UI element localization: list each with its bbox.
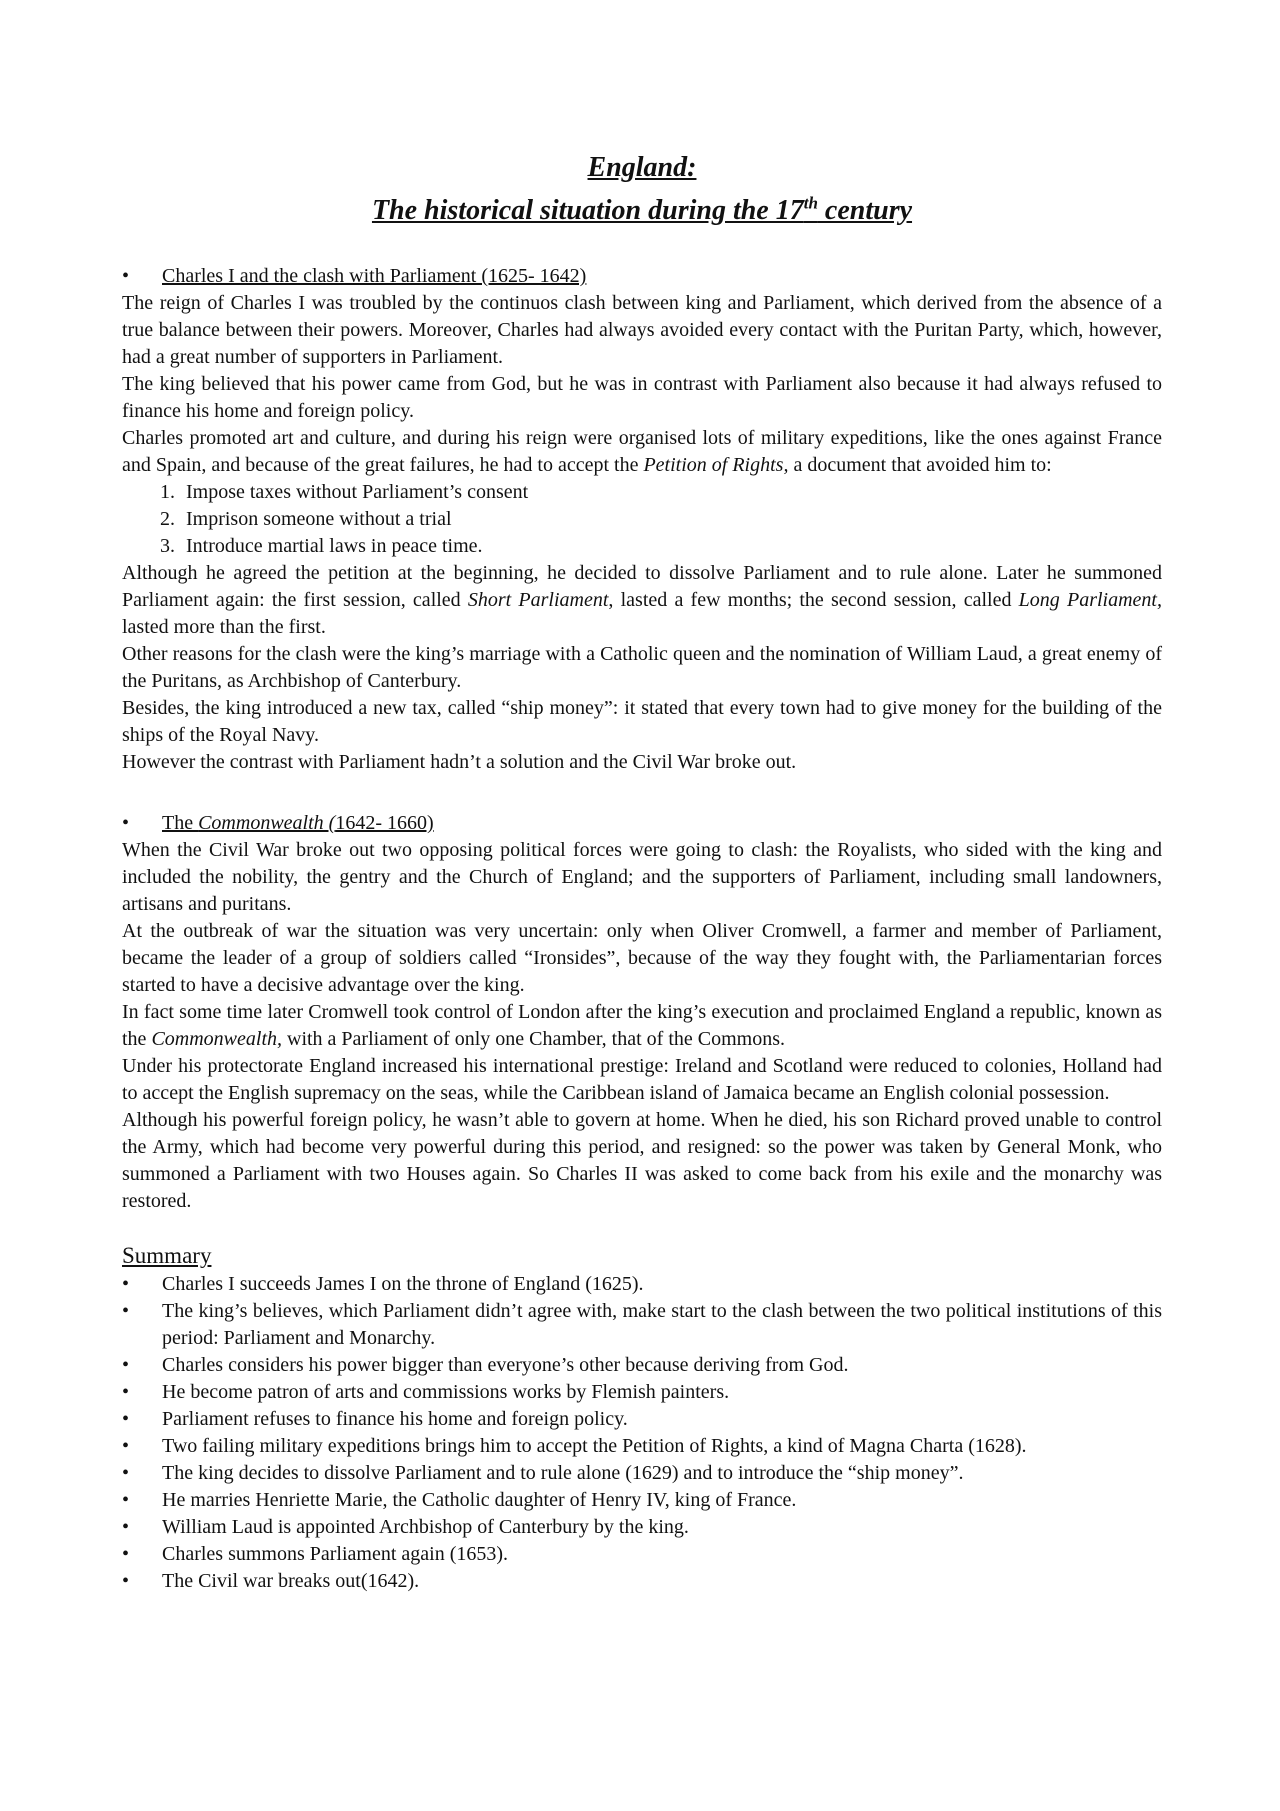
list-item: 1. Impose taxes without Parliament’s consent <box>180 479 1162 506</box>
list-item: 3. Introduce martial laws in peace time. <box>180 533 1162 560</box>
document-title <box>122 150 1162 229</box>
bullet-icon: • <box>122 1570 130 1593</box>
section-2-paragraph-1: When the Civil War broke out two opposing political forces were going to clash: the Royalists, who sided with the king and included the nobility, the gentry and the Church of England; and the supporters of Parliament, including small landowners, artisans and puritans. <box>122 839 1162 916</box>
list-item <box>122 1379 1162 1406</box>
list-item <box>122 1433 1162 1460</box>
section-1-paragraph-1: The reign of Charles I was troubled by the continuos clash between king and Parliament, which derived from the absence of a true balance between their powers. Moreover, Charles had always avoided every contact with the Puritan Party, which, however, had a great number of supporters in Parliament. <box>122 292 1162 369</box>
summary-title: Summary <box>122 1243 212 1269</box>
section-2-heading-text <box>162 810 434 837</box>
list-item: 2. Imprison someone without a trial <box>180 506 1162 533</box>
section-2-heading-post: 1642- 1660) <box>335 812 434 835</box>
bullet-icon: • <box>122 1435 130 1458</box>
list-item <box>122 1271 1162 1298</box>
bullet-icon: • <box>122 265 130 288</box>
bullet-icon: • <box>122 1300 130 1323</box>
summary-item-text: Charles considers his power bigger than everyone’s other because deriving from God. <box>162 1354 849 1377</box>
summary-item-text: The king decides to dissolve Parliament and to rule alone (1629) and to introduce the “ship money”. <box>162 1462 964 1485</box>
section-2-heading-pre: The <box>162 812 199 835</box>
list-item <box>122 1568 1162 1595</box>
bullet-icon: • <box>122 812 130 835</box>
title-line-2-text: The historical situation during the 17 <box>371 195 804 227</box>
commonwealth-emphasis: Commonwealth ( <box>198 812 336 835</box>
list-item <box>122 1352 1162 1379</box>
summary-item-text: The king’s believes, which Parliament didn’t agree with, make start to the clash between the two political institutions of this period: Parliament and Monarchy. <box>162 1300 1162 1350</box>
bullet-icon: • <box>122 1354 130 1377</box>
section-1-paragraph-4 <box>122 560 1162 641</box>
summary-item-text: He become patron of arts and commissions works by Flemish painters. <box>162 1381 730 1404</box>
list-item <box>122 1298 1162 1352</box>
bullet-icon: • <box>122 1381 130 1404</box>
section-1-heading <box>122 263 1162 290</box>
bullet-icon: • <box>122 1273 130 1296</box>
bullet-icon: • <box>122 1408 130 1431</box>
section-2-paragraph-3-end: with a Parliament of only one Chamber, that of the Commons. <box>282 1028 785 1051</box>
list-item <box>122 1460 1162 1487</box>
section-1-paragraph-4-middle: , lasted a few months; the second session, called <box>608 589 1019 612</box>
section-2-heading <box>122 810 1162 837</box>
bullet-icon: • <box>122 1462 130 1485</box>
section-1-heading-text: Charles I and the clash with Parliament (1625- 1642) <box>162 265 587 288</box>
section-1-paragraph-6: Besides, the king introduced a new tax, called “ship money”: it stated that every town had to give money for the building of the ships of the Royal Navy. <box>122 697 1162 747</box>
list-item <box>122 1487 1162 1514</box>
section-2-paragraph-5: Although his powerful foreign policy, he wasn’t able to govern at home. When he died, his son Richard proved unable to control the Army, which had become very powerful during this period, and resigned: so the power was taken by General Monk, who summoned a Parliament with two Houses again. So Charles II was asked to come back from his exile and the monarchy was restored. <box>122 1109 1162 1213</box>
commonwealth-emphasis-2: Commonwealth, <box>151 1028 282 1051</box>
section-2-paragraph-4: Under his protectorate England increased his international prestige: Ireland and Scotland were reduced to colonies, Holland had to accept the English supremacy on the seas, while the Caribbean island of Jamaica became an English colonial possession. <box>122 1055 1162 1105</box>
summary-item-text: Charles I succeeds James I on the throne of England (1625). <box>162 1273 644 1296</box>
summary-item-text: Two failing military expeditions brings him to accept the Petition of Rights, a kind of Magna Charta (1628). <box>162 1435 1027 1458</box>
summary-item-text: William Laud is appointed Archbishop of Canterbury by the king. <box>162 1516 689 1539</box>
section-1-paragraph-3 <box>122 425 1162 479</box>
short-parliament-emphasis: Short Parliament <box>467 589 609 612</box>
section-1-paragraph-7: However the contrast with Parliament hadn’t a solution and the Civil War broke out. <box>122 751 797 774</box>
section-2-paragraph-3 <box>122 999 1162 1053</box>
section-1-paragraph-4-text: Although he agreed the petition at the beginning, he decided to dissolve Parliament and to rule alone. Later he summoned Parliament again: the first session, called <box>122 562 1162 612</box>
section-1-paragraph-2: The king believed that his power came from God, but he was in contrast with Parliament also because it had always refused to finance his home and foreign policy. <box>122 373 1162 423</box>
list-item <box>122 1406 1162 1433</box>
section-2-paragraph-2: At the outbreak of war the situation was very uncertain: only when Oliver Cromwell, a farmer and member of Parliament, became the leader of a group of soldiers called “Ironsides”, because of the way they fought with, the Parliamentarian forces started to have a decisive advantage over the king. <box>122 920 1162 997</box>
petition-list <box>122 479 1162 560</box>
list-item <box>122 1514 1162 1541</box>
section-1-paragraph-3-text: Charles promoted art and culture, and during his reign were organised lots of military expeditions, like the ones against France and Spain, and because of the great failures, he had to accept the <box>122 427 1162 477</box>
summary-list <box>122 1271 1162 1595</box>
summary-item-text: He marries Henriette Marie, the Catholic daughter of Henry IV, king of France. <box>162 1489 797 1512</box>
summary-item-text: Charles summons Parliament again (1653). <box>162 1543 509 1566</box>
list-item <box>122 1541 1162 1568</box>
document-page <box>122 150 1162 1595</box>
title-superscript: th <box>803 194 818 213</box>
petition-of-rights-emphasis: Petition of Rights, <box>643 454 789 477</box>
bullet-icon: • <box>122 1543 130 1566</box>
section-1-paragraph-3-end: a document that avoided him to: <box>788 454 1052 477</box>
summary-item-text: The Civil war breaks out(1642). <box>162 1570 420 1593</box>
section-1-paragraph-4-end: lasted more than the first. <box>122 616 326 639</box>
bullet-icon: • <box>122 1516 130 1539</box>
summary-item-text: Parliament refuses to finance his home and foreign policy. <box>162 1408 628 1431</box>
long-parliament-emphasis: Long Parliament, <box>1018 589 1162 612</box>
title-line-2 <box>372 195 912 226</box>
bullet-icon: • <box>122 1489 130 1512</box>
section-1-paragraph-5: Other reasons for the clash were the king’s marriage with a Catholic queen and the nomination of William Laud, a great enemy of the Puritans, as Archbishop of Canterbury. <box>122 643 1162 693</box>
title-line-2-end: century <box>817 195 913 227</box>
title-line-1: England: <box>587 152 697 183</box>
section-2-paragraph-3-text: In fact some time later Cromwell took control of London after the king’s execution and proclaimed England a republic, known as the <box>122 1001 1162 1051</box>
